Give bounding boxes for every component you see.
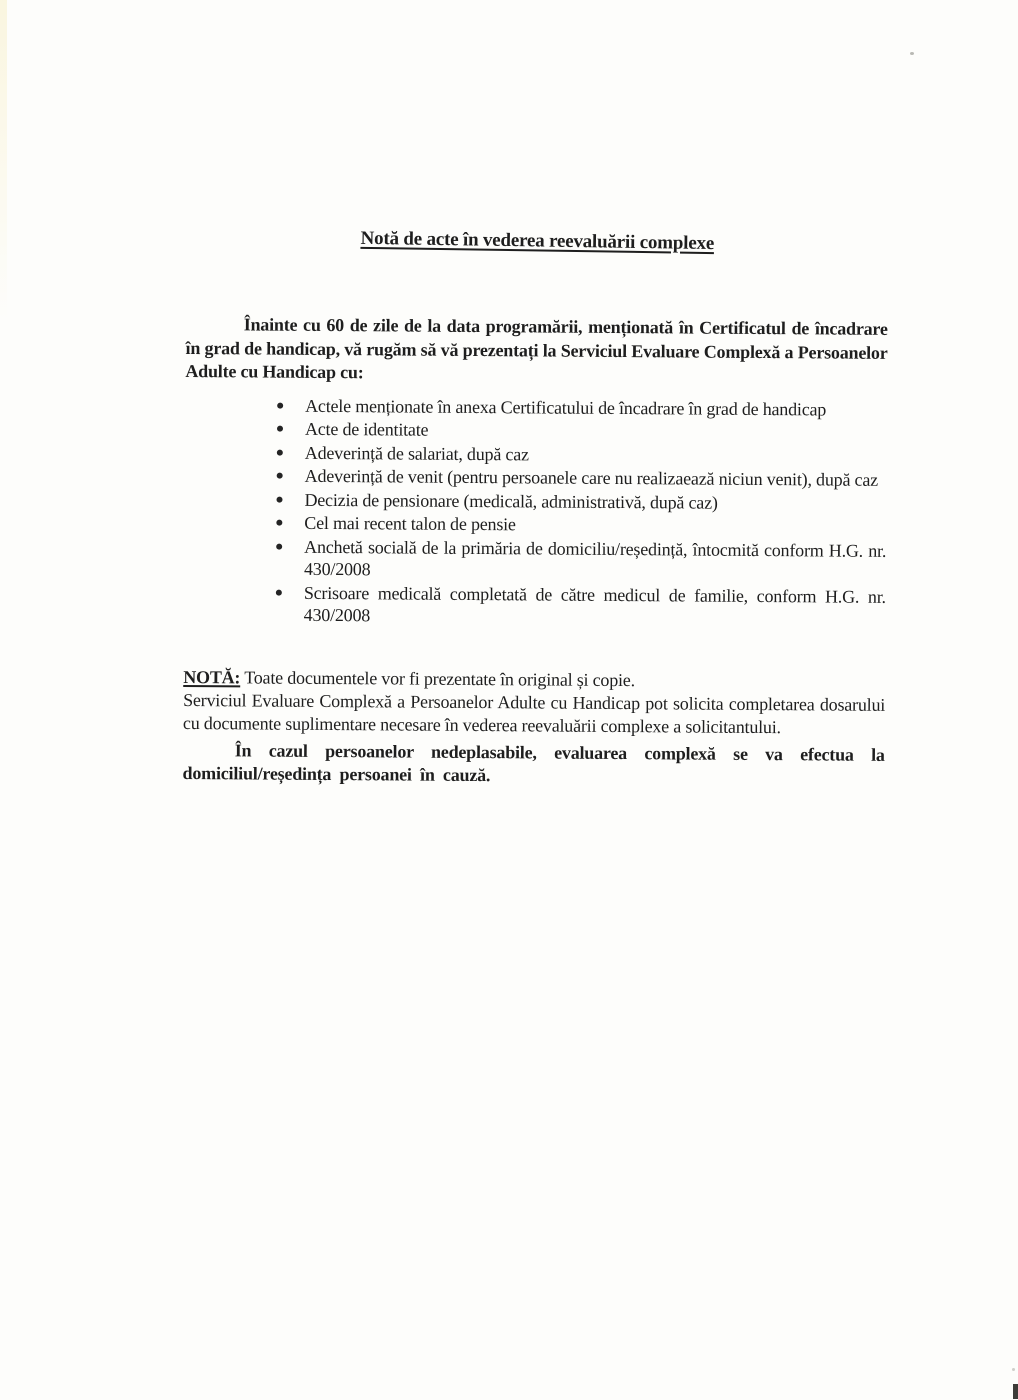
bullet-dot-icon — [276, 543, 282, 549]
bullet-dot-icon — [276, 520, 282, 526]
list-item — [305, 394, 887, 421]
scan-speck — [910, 52, 914, 55]
list-item — [305, 465, 887, 492]
bullet-dot-icon — [277, 449, 283, 455]
list-item — [305, 441, 887, 468]
bullet-dot-icon — [277, 426, 283, 432]
closing-paragraph: În cazul persoanelor nedeplasabile, evaluarea complexă se va efectua la domiciliul/reședința persoanei în cauză. — [182, 739, 885, 786]
document-title — [186, 223, 888, 259]
list-item-text: Adeverință de venit (pentru persoanele care nu realizaează niciun venit), după caz — [304, 465, 879, 490]
bullet-dot-icon — [276, 496, 282, 502]
list-item-text: Actele menționate în anexa Certificatului de încadrare în grad de handicap — [305, 395, 827, 419]
note-first-line: Toate documentele vor fi prezentate în original și copie. — [244, 666, 636, 690]
list-item — [305, 418, 887, 445]
list-item — [304, 535, 886, 584]
list-item-text: Cel mai recent talon de pensie — [304, 512, 516, 535]
list-item — [304, 512, 886, 539]
document-content — [183, 0, 890, 790]
scan-speck — [1012, 1368, 1015, 1371]
note-body: Serviciul Evaluare Complexă a Persoanelor Adulte cu Handicap pot solicita completarea dosarului cu documente suplimentare necesare în vederea reevaluării complexe a solicitantului. — [182, 689, 886, 737]
bullet-dot-icon — [277, 402, 283, 408]
bullet-dot-icon — [277, 473, 283, 479]
list-item-text: Adeverință de salariat, după caz — [304, 442, 529, 464]
bullet-dot-icon — [276, 589, 282, 595]
list-item-text: Decizia de pensionare (medicală, administrativă, după caz) — [304, 489, 718, 513]
document-title-text: Notă de acte în vederea reevaluării complexe — [360, 227, 715, 255]
list-item — [304, 488, 886, 515]
note-paragraph — [183, 665, 885, 739]
list-item-text: Scrisoare medicală completată de către medicul de familie, conform H.G. nr. 430/2008 — [303, 582, 886, 626]
required-documents-list — [304, 394, 888, 630]
list-item — [304, 581, 886, 630]
note-label: NOTĂ: — [183, 666, 241, 687]
scan-edge-mark — [1013, 1384, 1018, 1399]
list-item-text: Acte de identitate — [304, 418, 429, 440]
scan-edge-shade — [0, 0, 7, 320]
intro-paragraph: Înainte cu 60 de zile de la data programării, menționată în Certificatul de încadrare în grad de handicap, vă rugăm să vă prezentați la Serviciul Evaluare Complexă a Persoanelor Adulte cu Handicap cu: — [185, 314, 888, 383]
list-item-text: Anchetă socială de la primăria de domiciliu/reședință, întocmită conform H.G. nr. 430/2008 — [303, 536, 887, 580]
